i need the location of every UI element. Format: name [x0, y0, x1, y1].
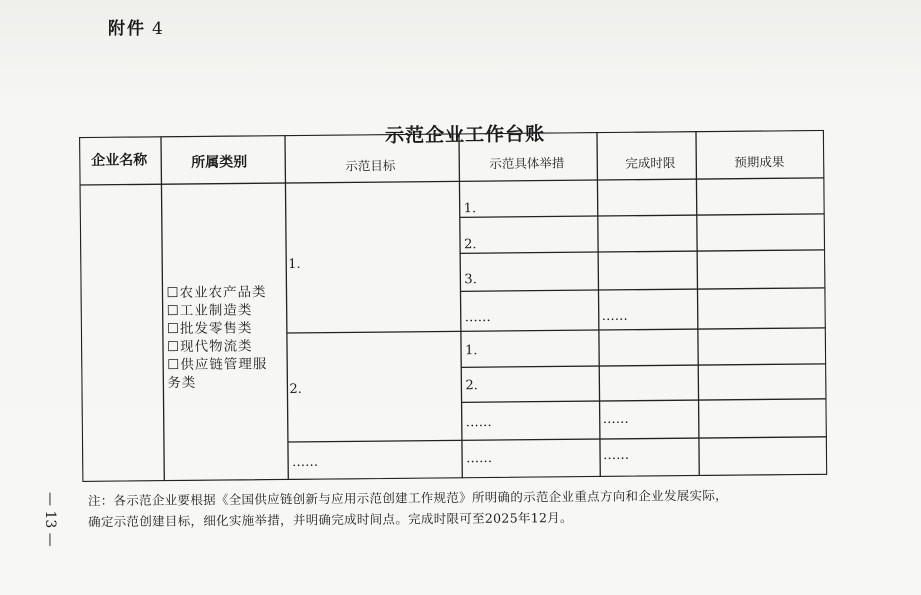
- footnote: [88, 484, 828, 532]
- measure-item: 2.: [463, 237, 477, 253]
- measure-item: ……: [466, 451, 493, 467]
- attachment-label: [108, 14, 165, 39]
- deadline-ellipsis: ……: [603, 447, 630, 463]
- footnote-line: 注：各示范企业要根据《全国供应链创新与应用示范创建工作规范》所明确的示范企业重点方向和企业发展实际，: [87, 487, 728, 509]
- measure-item: 3.: [464, 272, 477, 288]
- column-header-company: 企业名称: [91, 152, 148, 169]
- category-item: ☐现代物流类: [166, 338, 253, 356]
- category-item: ☐工业制造类: [166, 302, 253, 320]
- category-item: ☐供应链管理服: [167, 356, 268, 374]
- category-item: 务类: [167, 374, 197, 392]
- deadline-ellipsis: ……: [602, 411, 629, 427]
- attachment-number: 4: [152, 19, 165, 39]
- measure-item: 1.: [464, 343, 478, 359]
- deadline-ellipsis: ……: [601, 308, 628, 324]
- footnote-line: 确定示范创建目标，细化实施举措，并明确完成时间点。完成时限可至2025年12月。: [88, 509, 573, 530]
- column-header-deadline: 完成时限: [625, 155, 676, 171]
- page-number: — 13 —: [42, 492, 58, 547]
- measure-item: 1.: [463, 201, 477, 217]
- column-header-outcome: 预期成果: [734, 154, 785, 170]
- goal-item: 2.: [289, 381, 302, 397]
- measure-item: 2.: [465, 378, 478, 394]
- column-header-category: 所属类别: [191, 154, 248, 171]
- category-checklist: [166, 283, 267, 392]
- column-header-goal: 示范目标: [345, 157, 396, 174]
- goal-item: ……: [292, 454, 319, 470]
- column-header-measures: 示范具体举措: [489, 155, 565, 172]
- measure-item: ……: [464, 310, 491, 326]
- attachment-text: 附件: [108, 19, 146, 39]
- measure-item: ……: [465, 415, 492, 431]
- category-item: ☐批发零售类: [166, 320, 253, 338]
- goal-item: 1.: [288, 256, 301, 272]
- document-title: 示范企业工作台账: [384, 123, 546, 147]
- ledger-table: [79, 130, 827, 482]
- category-item: ☐农业农产品类: [166, 284, 267, 302]
